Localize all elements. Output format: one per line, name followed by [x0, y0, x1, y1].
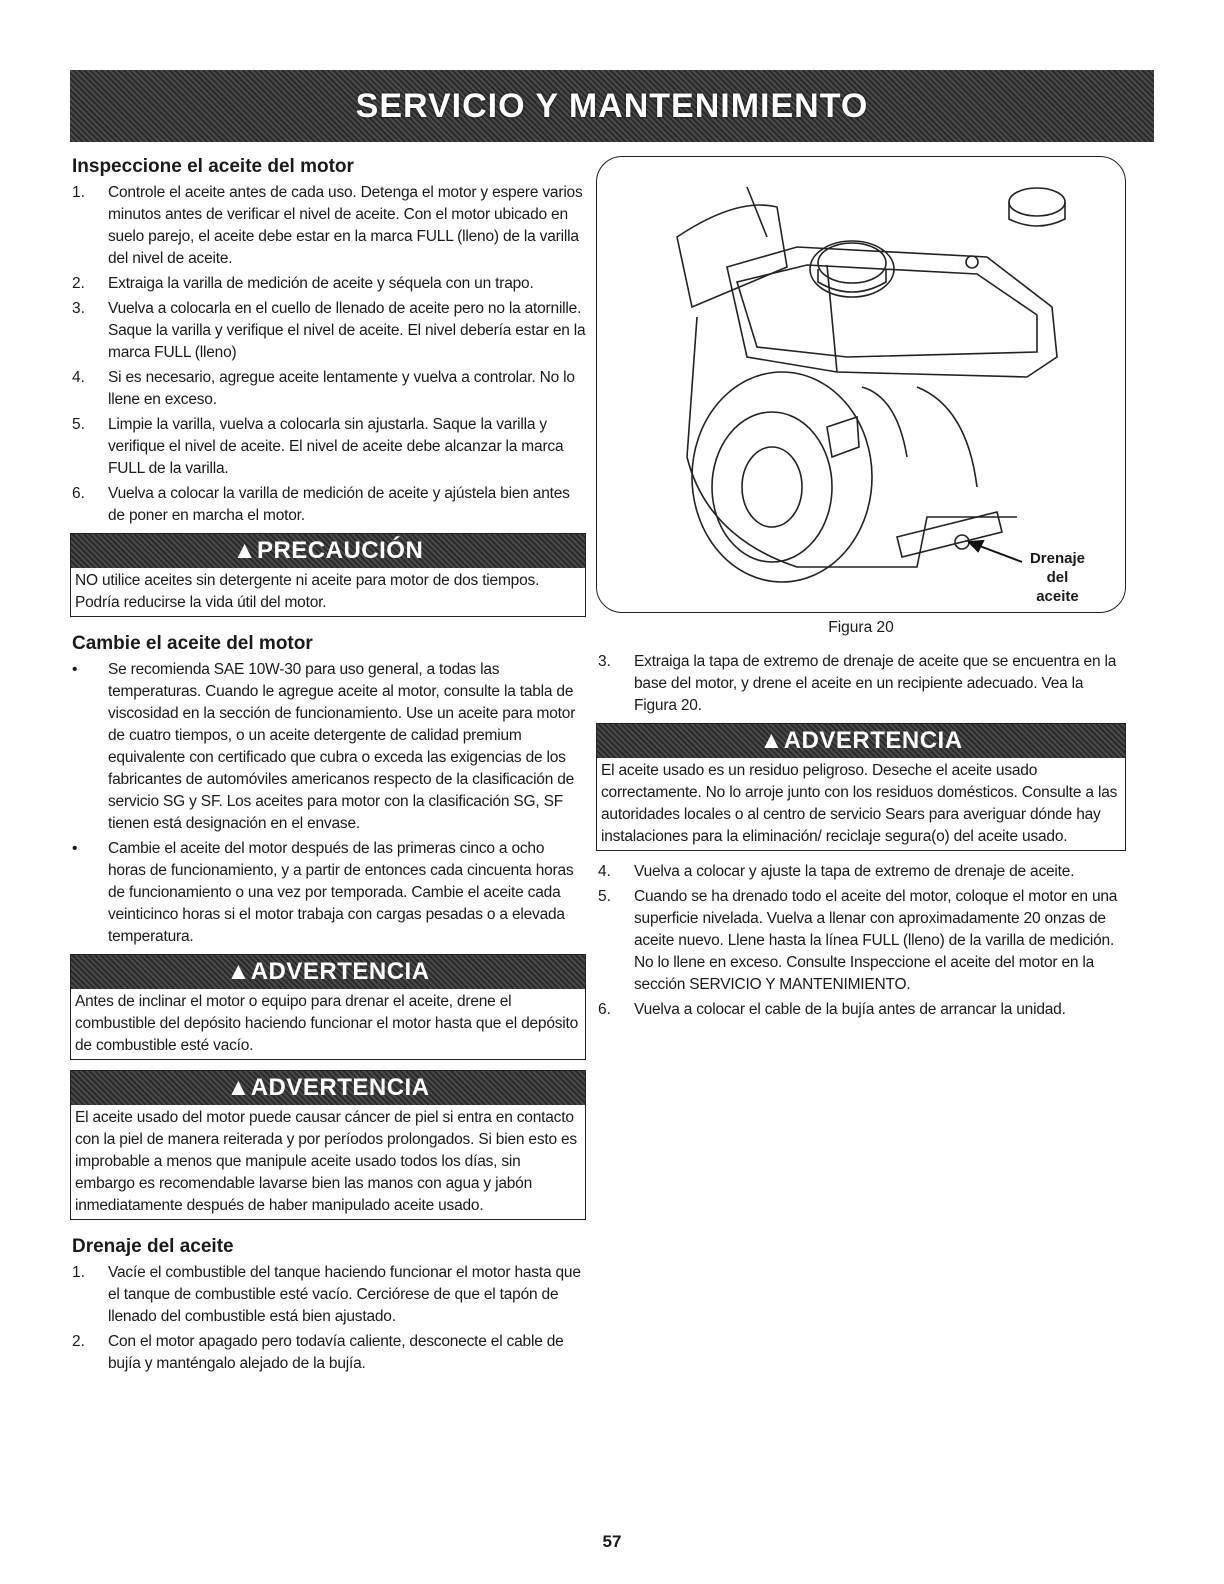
warning-triangle-icon: ▲	[226, 1074, 251, 1101]
section-heading-inspect: Inspeccione el aceite del motor	[72, 156, 354, 177]
page-number: 57	[602, 1532, 622, 1551]
step-number: 3.	[598, 653, 611, 670]
step-number: 4.	[598, 863, 611, 880]
step-number: 4.	[72, 369, 85, 386]
step-text: Vacíe el combustible del tanque haciendo funcionar el motor hasta que el tanque de combustible esté vacío. Cerciórese de que el tapón de llenado del combustible está bien ajustado.	[108, 1264, 581, 1325]
change-bullets-list	[70, 659, 586, 948]
left-column	[70, 156, 586, 1378]
warning-box-used-oil	[596, 723, 1126, 851]
callout-line: aceite	[1036, 588, 1079, 605]
step-number: 5.	[72, 416, 85, 433]
warning-title: ADVERTENCIA	[250, 1074, 430, 1101]
list-item	[70, 273, 586, 295]
step-number: 1.	[72, 1264, 85, 1281]
list-item	[596, 886, 1126, 996]
step-text: Con el motor apagado pero todavía caliente, desconecte el cable de bujía y manténgalo alejado de la bujía.	[108, 1333, 564, 1372]
list-item	[70, 1262, 586, 1328]
list-item	[70, 1331, 586, 1375]
engine-illustration	[597, 157, 1125, 612]
warning-header	[71, 1071, 585, 1105]
step-text: Vuelva a colocar el cable de la bujía antes de arrancar la unidad.	[634, 1001, 1066, 1018]
step-number: 5.	[598, 888, 611, 905]
list-item	[70, 414, 586, 480]
warning-triangle-icon: ▲	[226, 958, 251, 985]
bullet-text: Cambie el aceite del motor después de las primeras cinco a ocho horas de funcionamiento, y a partir de entonces cada cincuenta horas de funcionamiento o una vez por temporada. Cambie el aceite cada veinticinco horas si el motor trabaja con cargas pesadas o a elevada temperatura.	[108, 840, 574, 945]
step-text: Controle el aceite antes de cada uso. Detenga el motor y espere varios minutos antes de verificar el nivel de aceite. Con el motor ubicado en suelo parejo, el aceite debe estar en la marca FULL (lleno) de la varilla del nivel de aceite.	[108, 184, 583, 267]
warning-text: Antes de inclinar el motor o equipo para drenar el aceite, drene el combustible del depósito haciendo funcionar el motor hasta que el depósito de combustible esté vacío.	[75, 993, 579, 1054]
step-text: Vuelva a colocar la varilla de medición de aceite y ajústela bien antes de poner en marcha el motor.	[108, 485, 570, 524]
list-item	[70, 659, 586, 835]
inspect-steps-list	[70, 182, 586, 527]
step-text: Limpie la varilla, vuelva a colocarla sin ajustarla. Saque la varilla y verifique el nivel de aceite. El nivel de aceite debe alcanzar la marca FULL de la varilla.	[108, 416, 564, 477]
bullet-text: Se recomienda SAE 10W-30 para uso general, a todas las temperaturas. Cuando le agregue aceite al motor, consulte la tabla de viscosidad en la sección de funcionamiento. Use un aceite para motor de cuatro tiempos, o un aceite detergente de calidad premium equivalente con certificado que cubra o exceda las exigencias de los fabricantes de automóviles americanos respecto de la clasificación de servicio SG y SF. Los aceites para motor con la clasificación SG, SF tienen está designación en el envase.	[108, 661, 576, 832]
list-item	[70, 367, 586, 411]
step-number: 1.	[72, 184, 85, 201]
warning-text: El aceite usado del motor puede causar cáncer de piel si entra en contacto con la piel de manera reiterada y por períodos prolongados. Si bien esto es improbable a menos que manipule aceite usado todos los días, sin embargo es recomendable lavarse bien las manos con agua y jabón inmediatamente después de haber manipulado aceite usado.	[75, 1109, 577, 1214]
warning-header	[71, 955, 585, 989]
caution-text: NO utilice aceites sin detergente ni aceite para motor de dos tiempos. Podría reducirse la vida útil del motor.	[75, 572, 540, 611]
warning-triangle-icon: ▲	[759, 727, 784, 754]
section-heading-drain: Drenaje del aceite	[72, 1236, 234, 1257]
caution-title: PRECAUCIÓN	[256, 537, 424, 564]
bullet-mark: •	[72, 661, 78, 678]
list-item	[596, 861, 1126, 883]
step-number: 2.	[72, 275, 85, 292]
figure-caption: Figura 20	[828, 619, 894, 636]
step-number: 2.	[72, 1333, 85, 1350]
warning-triangle-icon: ▲	[232, 537, 257, 564]
step-text: Vuelva a colocarla en el cuello de llenado de aceite pero no la atornille. Saque la varilla y verifique el nivel de aceite. El nivel debería estar en la marca FULL (lleno)	[108, 300, 586, 361]
drain-steps-continued-b	[596, 861, 1126, 1021]
list-item	[70, 838, 586, 948]
warning-title: ADVERTENCIA	[783, 727, 963, 754]
drain-steps-list	[70, 1262, 586, 1375]
step-text: Extraiga la varilla de medición de aceite y séquela con un trapo.	[108, 275, 534, 292]
warning-text: El aceite usado es un residuo peligroso. Deseche el aceite usado correctamente. No lo arroje junto con los residuos domésticos. Consulte a las autoridades locales o al centro de servicio Sears para averiguar dónde hay instalaciones para la eliminación/ reciclaje segura(o) del aceite usado.	[601, 762, 1118, 845]
callout-line: Drenaje	[1029, 550, 1085, 567]
drain-steps-continued-a	[596, 651, 1126, 717]
warning-box-drain-fuel	[70, 954, 586, 1060]
page-title: SERVICIO Y MANTENIMIENTO	[355, 86, 869, 125]
warning-title: ADVERTENCIA	[250, 958, 430, 985]
list-item	[70, 483, 586, 527]
warning-header	[597, 724, 1125, 758]
right-column	[596, 156, 1126, 1024]
step-number: 6.	[72, 485, 85, 502]
caution-header	[71, 534, 585, 568]
step-text: Extraiga la tapa de extremo de drenaje de aceite que se encuentra en la base del motor, y drene el aceite en un recipiente adecuado. Vea la Figura 20.	[634, 653, 1117, 714]
list-item	[596, 999, 1126, 1021]
page-header-banner	[70, 70, 1154, 142]
list-item	[596, 651, 1126, 717]
step-number: 6.	[598, 1001, 611, 1018]
step-text: Vuelva a colocar y ajuste la tapa de extremo de drenaje de aceite.	[634, 863, 1075, 880]
warning-box-skin-cancer	[70, 1070, 586, 1220]
step-text: Si es necesario, agregue aceite lentamente y vuelva a controlar. No lo llene en exceso.	[108, 369, 575, 408]
engine-figure	[596, 156, 1126, 613]
list-item	[70, 182, 586, 270]
step-text: Cuando se ha drenado todo el aceite del motor, coloque el motor en una superficie nivelada. Vuelva a llenar con aproximadamente 20 onzas de aceite nuevo. Llene hasta la línea FULL (lleno) de la varilla de medición. No lo llene en exceso. Consulte Inspeccione el aceite del motor en la sección SERVICIO Y MANTENIMIENTO.	[634, 888, 1118, 993]
list-item	[70, 298, 586, 364]
step-number: 3.	[72, 300, 85, 317]
callout-line: del	[1046, 569, 1069, 586]
drain-callout-label	[1030, 549, 1085, 606]
section-heading-change: Cambie el aceite del motor	[72, 633, 313, 654]
bullet-mark: •	[72, 840, 78, 857]
caution-box	[70, 533, 586, 617]
